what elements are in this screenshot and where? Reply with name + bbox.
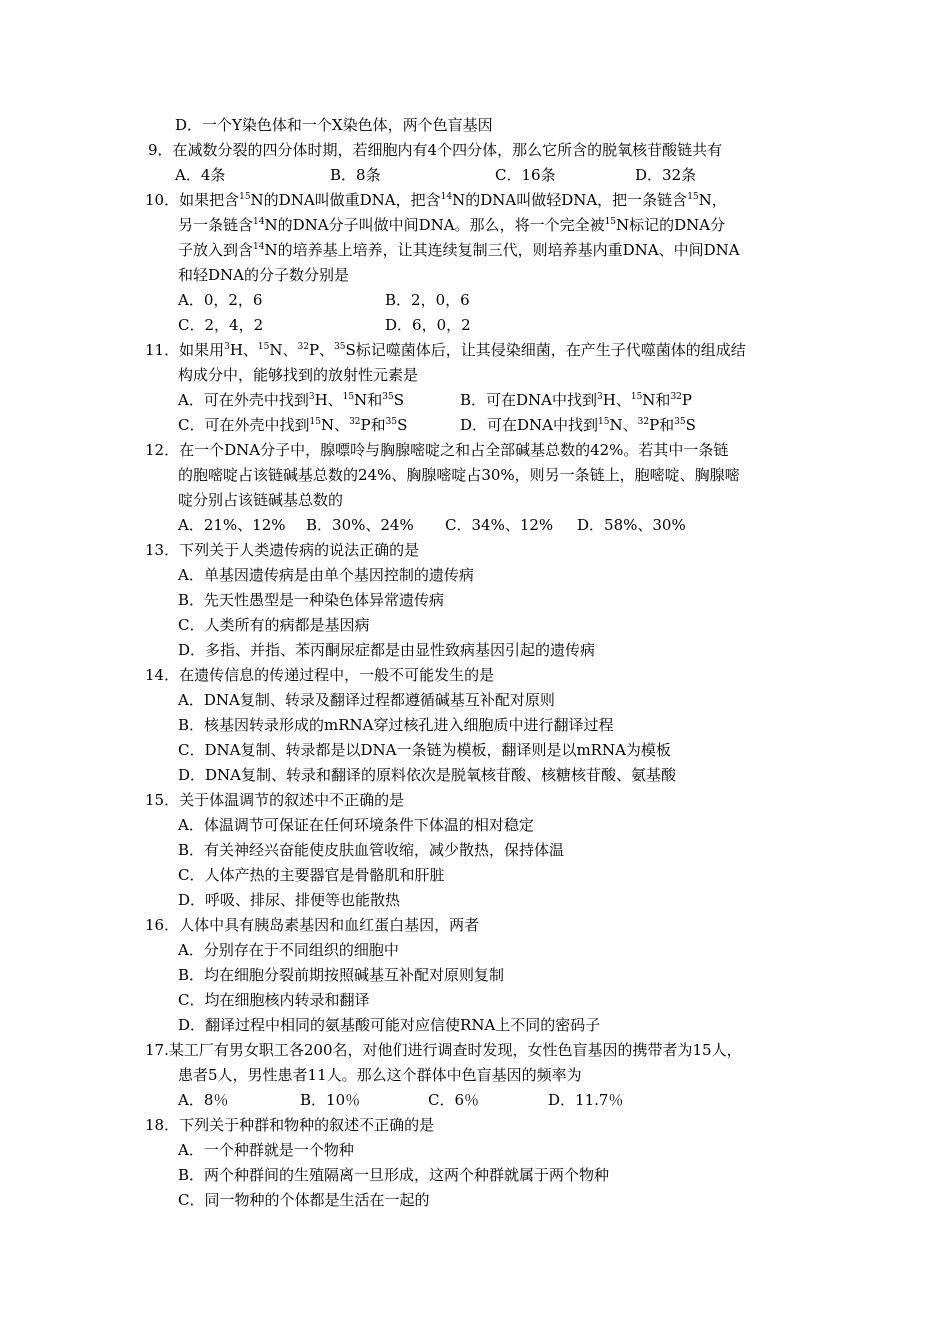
text-line: B．先天性愚型是一种染色体异常遗传病 [178, 591, 445, 609]
text-line: 14．在遗传信息的传递过程中，一般不可能发生的是 [145, 666, 495, 684]
text-line: C．34%、12% [445, 516, 554, 534]
text-line: B．2，0，6 [385, 291, 470, 309]
text-line: D．6，0，2 [385, 316, 471, 334]
text-line: B．可在DNA中找到$^3$H、$^{15}$N和$^{32}$P [460, 391, 692, 409]
text-line: B．30%、24% [306, 516, 414, 534]
text-line: B．两个种群间的生殖隔离一旦形成，这两个种群就属于两个物种 [178, 1166, 610, 1184]
text-line: B．10％ [300, 1091, 361, 1109]
text-line: 9．在减数分裂的四分体时期，若细胞内有4个四分体，那么它所含的脱氧核苷酸链共有 [148, 141, 723, 159]
text-line: A．一个种群就是一个物种 [178, 1141, 354, 1159]
text-line: 17.某工厂有男女职工各200名，对他们进行调查时发现，女性色盲基因的携带者为15人， [145, 1041, 742, 1059]
text-line: D．58%、30% [577, 516, 686, 534]
text-line: C．可在外壳中找到$^{15}$N、$^{32}$P和$^{35}$S [178, 416, 408, 434]
text-line: 构成分中，能够找到的放射性元素是 [178, 366, 419, 384]
text-line: A．分别存在于不同组织的细胞中 [178, 941, 399, 959]
text-line: B．8条 [330, 166, 381, 184]
text-line: 18．下列关于种群和物种的叙述不正确的是 [145, 1116, 435, 1134]
text-line: B．核基因转录形成的mRNA穿过核孔进入细胞质中进行翻译过程 [178, 716, 614, 734]
text-line: C．DNA复制、转录都是以DNA一条链为模板，翻译则是以mRNA为模板 [178, 741, 671, 759]
text-line: D．可在DNA中找到$^{15}$N、$^{32}$P和$^{35}$S [460, 416, 696, 434]
text-line: A．4条 [175, 166, 226, 184]
text-line: B．均在细胞分裂前期按照碱基互补配对原则复制 [178, 966, 505, 984]
text-line: 16．人体中具有胰岛素基因和血红蛋白基因，两者 [145, 916, 480, 934]
text-line: A．8％ [178, 1091, 229, 1109]
text-line: B．有关神经兴奋能使皮肤血管收缩，减少散热，保持体温 [178, 841, 565, 859]
text-line: 13．下列关于人类遗传病的说法正确的是 [145, 541, 420, 559]
text-line: A．可在外壳中找到$^3$H、$^{15}$N和$^{35}$S [178, 391, 404, 409]
text-line: C．人类所有的病都是基因病 [178, 616, 370, 634]
text-line: A．0，2，6 [178, 291, 263, 309]
text-line: C．6％ [428, 1091, 480, 1109]
text-line: 和轻DNA的分子数分别是 [178, 266, 349, 284]
text-line: 另一条链含$^{14}$N的DNA分子叫做中间DNA。那么，将一个完全被$^{15}$N标记的DNA分 [178, 216, 726, 234]
text-line: D．呼吸、排尿、排便等也能散热 [178, 891, 401, 909]
text-line: A．单基因遗传病是由单个基因控制的遗传病 [178, 566, 474, 584]
text-line: 11．如果用$^3$H、$^{15}$N、$^{32}$P、$^{35}$S标记噬菌体后，让其侵染细菌，在产生子代噬菌体的组成结 [145, 341, 746, 359]
text-line: A．DNA复制、转录及翻译过程都遵循碱基互补配对原则 [178, 691, 555, 709]
text-line: 10．如果把含$^{15}$N的DNA叫做重DNA，把含$^{14}$N的DNA叫做轻DNA，把一条链含$^{15}$N， [145, 191, 727, 209]
text-line: D．DNA复制、转录和翻译的原料依次是脱氧核苷酸、核糖核苷酸、氨基酸 [178, 766, 677, 784]
text-line: D．11.7％ [548, 1091, 624, 1109]
text-line: 患者5人，男性患者11人。那么这个群体中色盲基因的频率为 [178, 1066, 582, 1084]
text-line: 子放入到含$^{14}$N的培养基上培养，让其连续复制三代，则培养基内重DNA、中间DNA [178, 241, 740, 259]
text-line: C．2，4，2 [178, 316, 264, 334]
text-line: D．翻译过程中相同的氨基酸可能对应信使RNA上不同的密码子 [178, 1016, 601, 1034]
text-line: 啶分别占该链碱基总数的 [178, 491, 344, 509]
text-line: D．32条 [635, 166, 697, 184]
text-line: A．21%、12% [178, 516, 286, 534]
text-line: 的胞嘧啶占该链碱基总数的24%、胸腺嘧啶占30%，则另一条链上，胞嘧啶、胸腺嘧 [178, 466, 740, 484]
text-line: D．一个Y染色体和一个X染色体，两个色盲基因 [175, 116, 493, 134]
text-line: C．人体产热的主要器官是骨骼肌和肝脏 [178, 866, 445, 884]
text-line: C．均在细胞核内转录和翻译 [178, 991, 370, 1009]
text-line: A．体温调节可保证在任何环境条件下体温的相对稳定 [178, 816, 534, 834]
text-line: 15．关于体温调节的叙述中不正确的是 [145, 791, 405, 809]
text-line: 12．在一个DNA分子中，腺嘌呤与胸腺嘧啶之和占全部碱基总数的42%。若其中一条链 [145, 441, 729, 459]
text-line: D．多指、并指、苯丙酮尿症都是由显性致病基因引起的遗传病 [178, 641, 596, 659]
text-line: C．同一物种的个体都是生活在一起的 [178, 1191, 430, 1209]
text-line: C．16条 [495, 166, 556, 184]
